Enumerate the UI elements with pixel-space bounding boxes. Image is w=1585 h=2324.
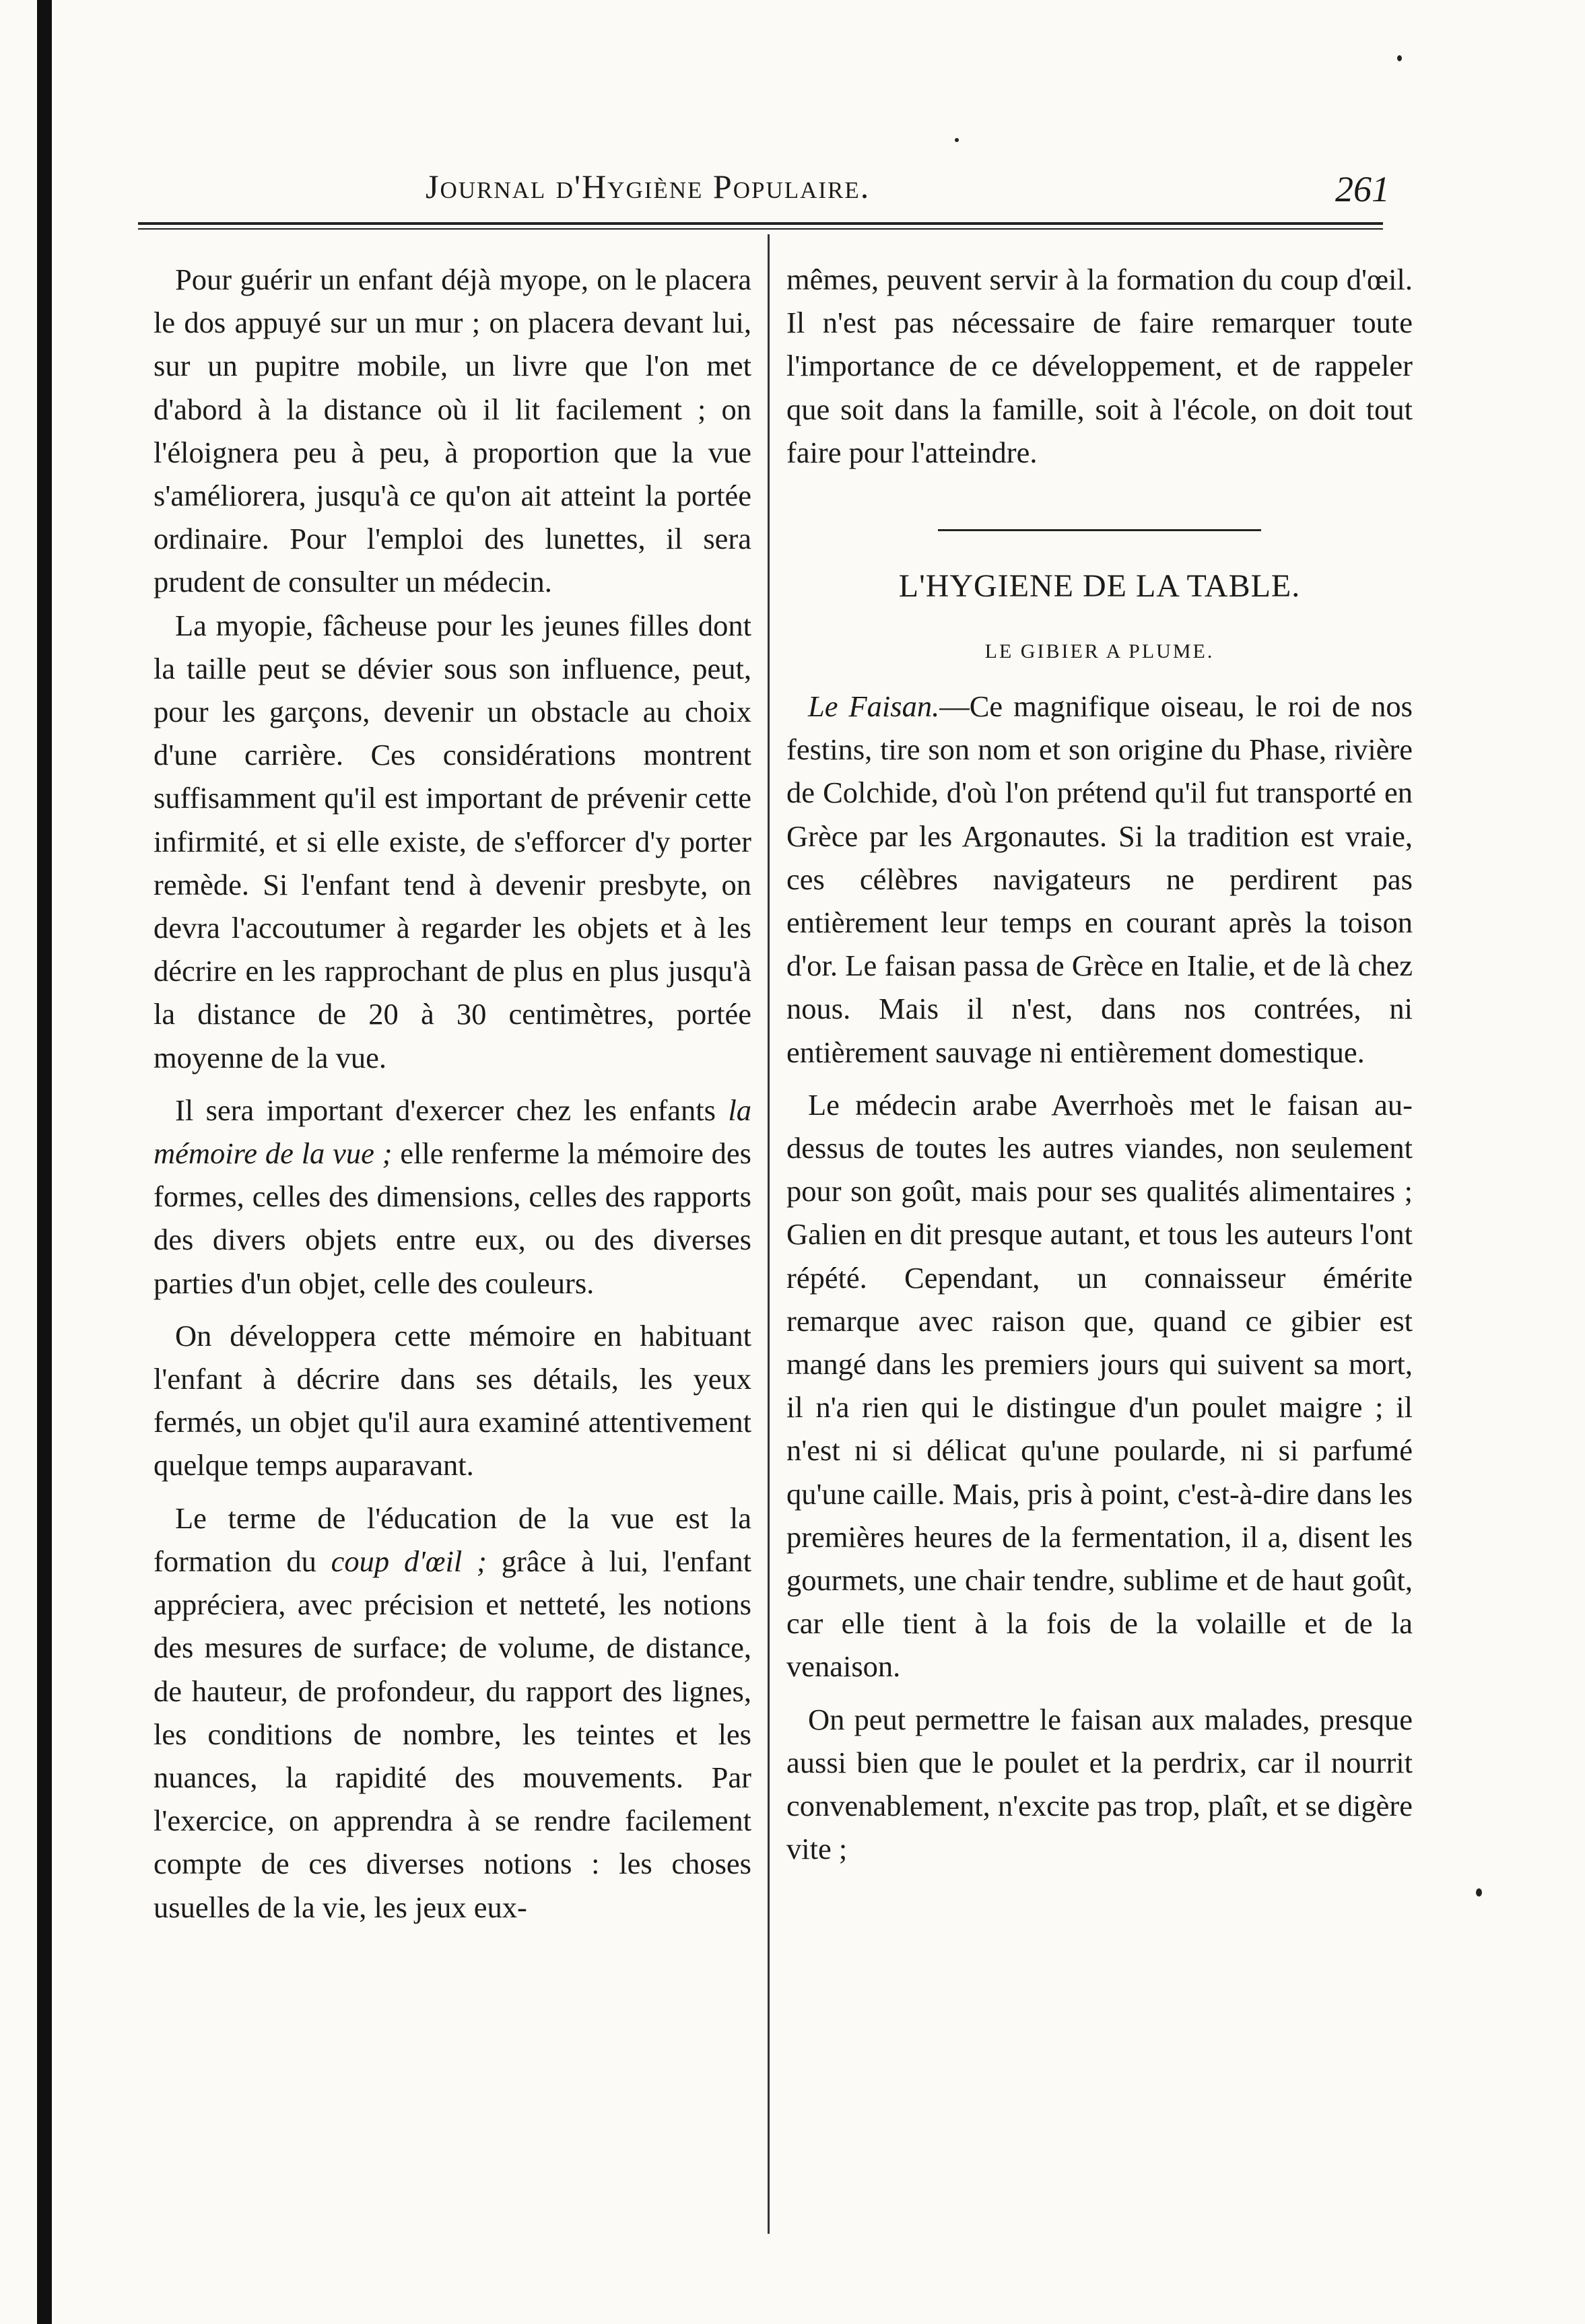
paragraph-continuation: mêmes, peuvent servir à la formation du coup d'œil. Il n'est pas nécessaire de faire remarquer toute l'importance de ce développement, et de rappeler que soit dans la famille, soit à l'école, on doit tout faire pour l'atteindre. [786, 263, 1413, 469]
header-rule [138, 222, 1383, 230]
paragraph: On développera cette mémoire en habituant l'enfant à décrire dans ses détails, les yeux fermés, un objet qu'il aura examiné attentivement quelque temps auparavant. [154, 1318, 751, 1482]
text-run: elle renferme la mémoire des formes, celles des dimensions, celles des rapports des divers objets entre eux, ou des diverses parties d'un objet, celle des couleurs. [154, 1136, 751, 1300]
text-run: Il sera important d'exercer chez les enfants [175, 1093, 729, 1127]
text-run: Le terme de l'éducation de la vue est la formation du [154, 1501, 751, 1578]
section-title: L'HYGIENE DE LA TABLE. [898, 568, 1301, 605]
section-divider [938, 529, 1261, 531]
paragraph: La myopie, fâcheuse pour les jeunes filles dont la taille peut se dévier sous son influence, peut, pour les garçons, devenir un obstacle au choix d'une carrière. Ces considérations montrent suffisamment qu'il est important de prévenir cette infirmité, et si elle existe, de s'efforcer d'y porter remède. Si l'enfant tend à devenir presbyte, on devra l'accoutumer à regarder les objets et à les décrire en les rapprochant de plus en plus jusqu'à la distance de 20 à 30 centimètres, portée moyenne de la vue. [154, 608, 751, 1074]
journal-title: Journal d'Hygiène Populaire. [426, 168, 871, 205]
paragraph [154, 1089, 751, 1305]
italic-phrase: coup d'œil ; [331, 1544, 487, 1578]
running-header [143, 167, 1390, 221]
ink-speck [1476, 1888, 1482, 1896]
paragraph: Le médecin arabe Averrhoès met le faisan au-dessus de toutes les autres viandes, non seulement pour son goût, mais pour ses qualités alimentaires ; Galien en dit presque autant, et tous les auteurs l'ont répété. Cependant, un connaisseur émérite remarque avec raison que, quand ce gibier est mangé dans les premiers jours qui suivent sa mort, il n'a rien qui le distingue d'un poulet maigre ; il n'est ni si délicat qu'une poularde, ni si parfumé qu'une caille. Mais, pris à point, c'est-à-dire dans les premières heures de la fermentation, il a, disent les gourmets, une chair tendre, sublime et de haut goût, car elle tient à la fois de la volaille et de la venaison. [786, 1087, 1413, 1684]
page-number: 261 [1335, 169, 1390, 209]
italic-phrase: Le Faisan. [808, 689, 940, 724]
paragraph: On peut permettre le faisan aux malades, presque aussi bien que le poulet et la perdrix, car il nourrit convenablement, n'excite pas trop, plaît, et se digère vite ; [786, 1702, 1413, 1866]
binding-edge [37, 0, 52, 2324]
ink-speck [1397, 55, 1402, 61]
right-column [786, 258, 1413, 1871]
paragraph [786, 685, 1413, 1074]
column-divider [768, 234, 770, 2234]
paragraph [154, 1497, 751, 1929]
italic-phrase: la mémoire de la vue ; [154, 1093, 751, 1171]
paragraph: Pour guérir un enfant déjà myope, on le placera le dos appuyé sur un mur ; on placera devant lui, sur un pupitre mobile, un livre que l'on met d'abord à la distance où il lit facilement ; on l'éloignera peu à peu, à proportion que la vue s'améliorera, jusqu'à ce qu'on ait atteint la portée ordinaire. Pour l'emploi des lunettes, il sera prudent de consulter un médecin. [154, 263, 751, 599]
text-run: grâce à lui, l'enfant appréciera, avec précision et netteté, les notions des mesures de surface; de volume, de distance, de hauteur, de profondeur, du rapport des lignes, les conditions de nombre, les teintes et les nuances, la rapidité des mouvements. Par l'exercice, on apprendra à se rendre facilement compte de ces diverses notions : les choses usuelles de la vie, les jeux eux- [154, 1544, 751, 1924]
ink-speck [955, 138, 959, 142]
text-run: —Ce magnifique oiseau, le roi de nos festins, tire son nom et son origine du Phase, rivière de Colchide, d'où l'on prétend qu'il fut transporté en Grèce par les Argonautes. Si la tradition est vraie, ces célèbres navigateurs ne perdirent pas entièrement leur temps en courant après la toison d'or. Le faisan passa de Grèce en Italie, et de là chez nous. Mais il n'est, dans nos contrées, ni entièrement sauvage ni entièrement domestique. [786, 689, 1413, 1069]
subsection-title: LE GIBIER A PLUME. [984, 640, 1215, 663]
left-column [154, 258, 751, 1929]
